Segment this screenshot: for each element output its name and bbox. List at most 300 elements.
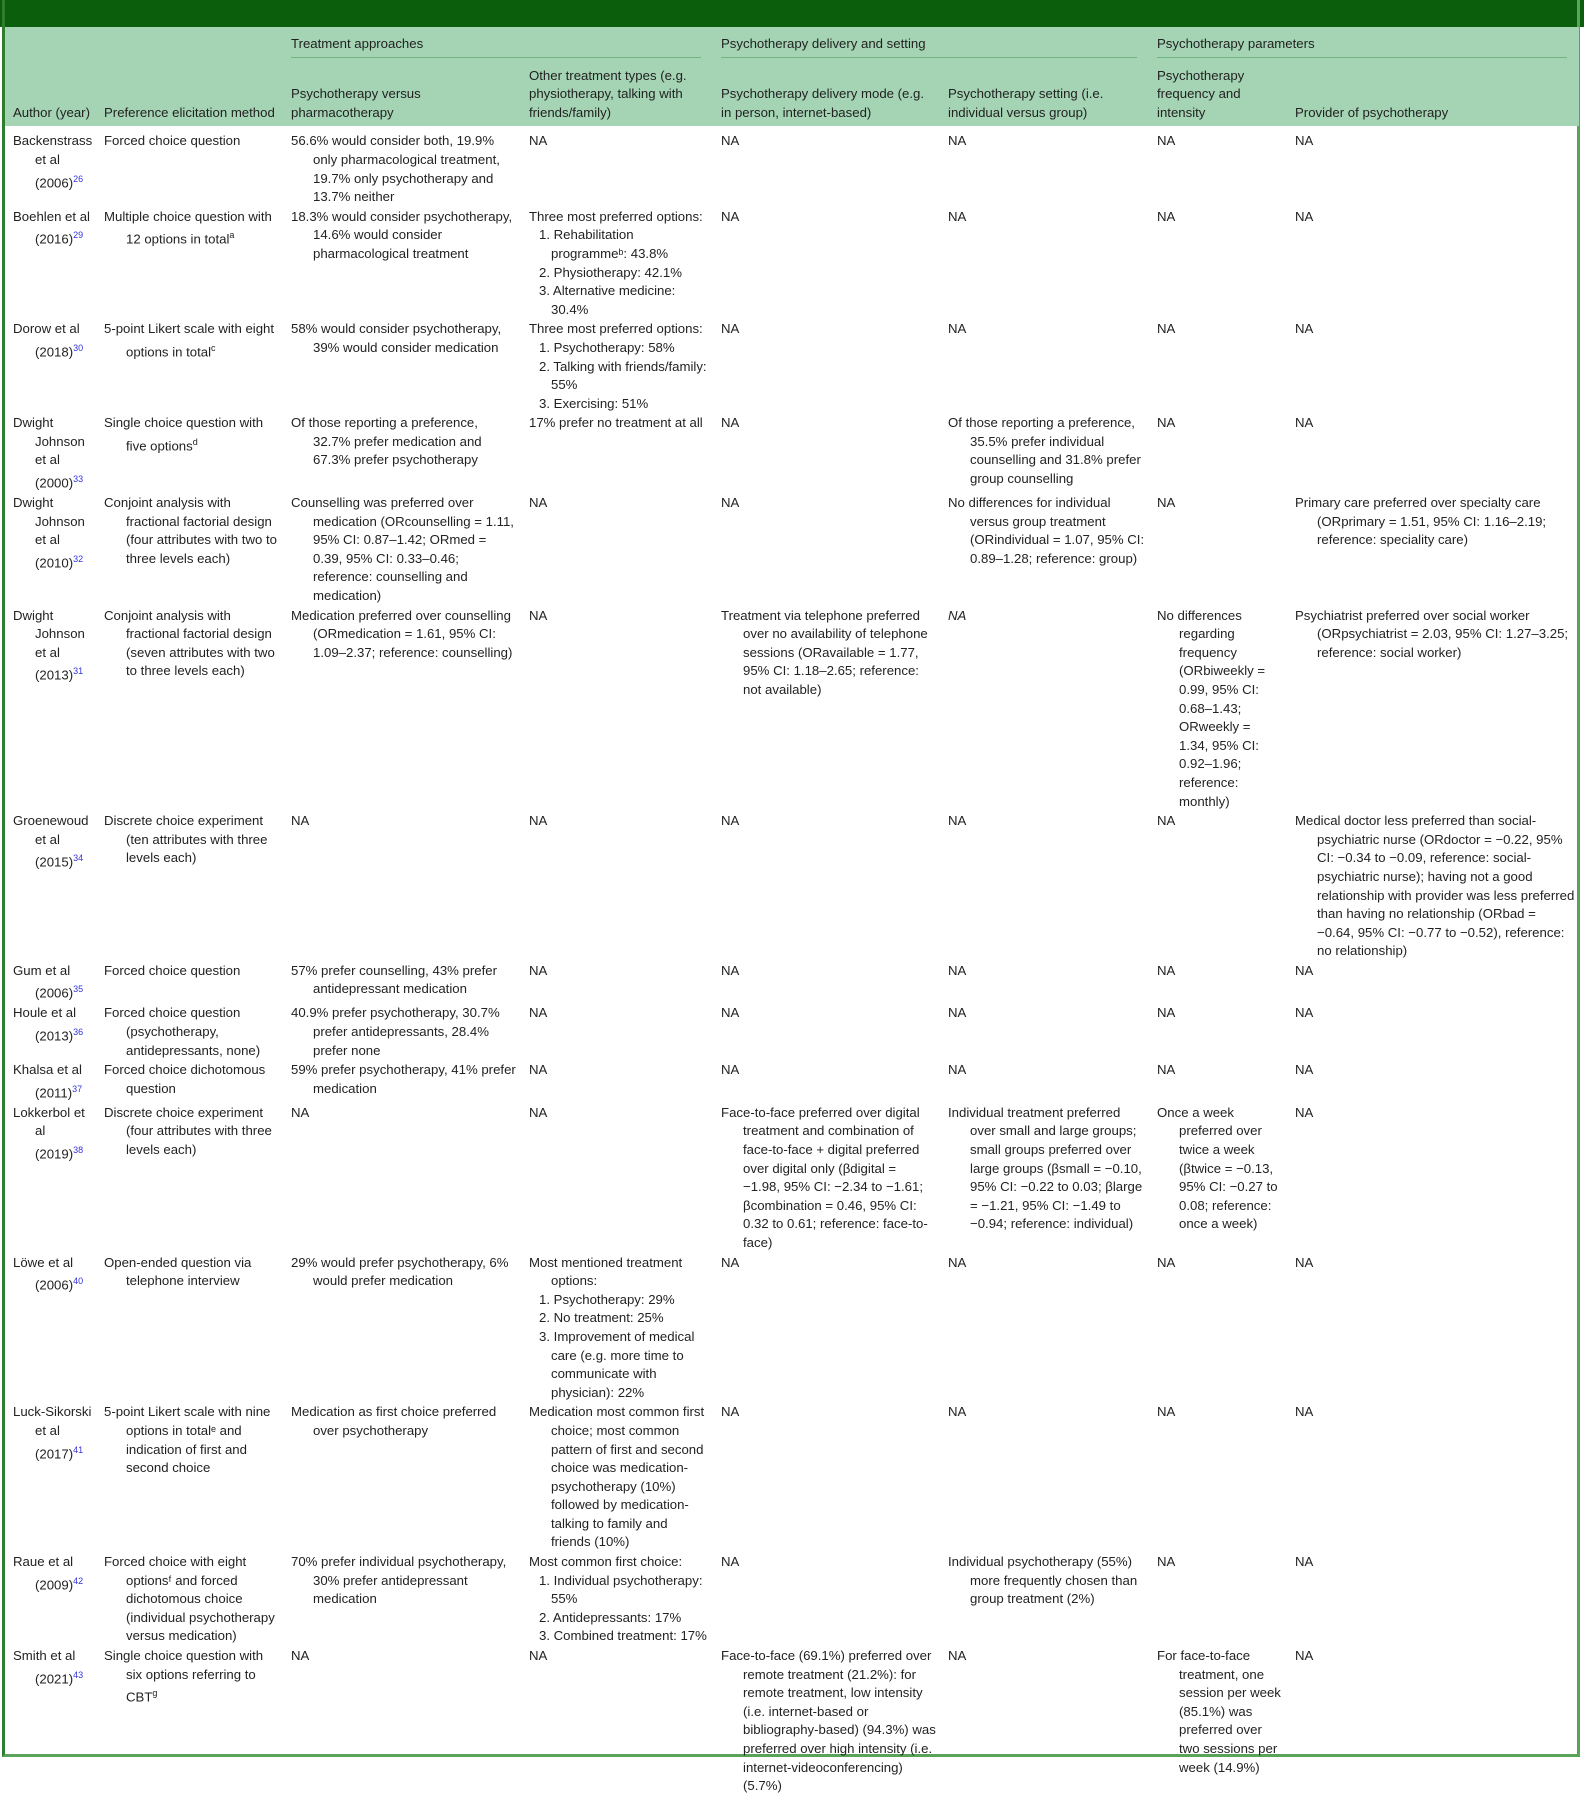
table-row [5,606,1579,812]
delivery-cell [713,1402,940,1552]
reference-link[interactable]: 42 [73,1575,84,1586]
provider-cell [1287,606,1579,812]
other-cell [521,1103,713,1253]
cell-text: NA [1295,1554,1314,1570]
author-cell [5,1552,96,1646]
method-cell [96,1552,283,1646]
author-cell [5,493,96,606]
delivery-cell [713,207,940,320]
col-other: Other treatment types (e.g. physiotherapy, talking with friends/family) [529,67,687,120]
frequency-cell [1149,1003,1287,1060]
cell-text: NA [1157,1404,1176,1420]
delivery-cell [713,1253,940,1403]
provider-cell [1287,1003,1579,1060]
frequency-cell [1149,319,1287,413]
cell-text: 40.9% prefer psychotherapy, 30.7% prefer antidepressants, 28.4% prefer none [291,1005,500,1058]
psy-vs-pharm-cell [283,1060,521,1103]
footnote-marker: c [211,342,216,353]
method-cell [96,126,283,206]
table-row [5,811,1579,961]
frequency-cell [1149,1402,1287,1552]
cell-text: NA [1295,133,1314,149]
cell-text: NA [721,813,740,829]
cell-text: NA [529,962,548,978]
other-cell [521,1646,713,1796]
other-cell [521,207,713,320]
delivery-cell [713,1103,940,1253]
footnote-marker: g [152,1688,158,1699]
reference-link[interactable]: 31 [73,666,84,677]
cell-text: Of those reporting a preference, 35.5% prefer individual counselling and 31.8% prefer group counselling [948,415,1141,487]
table-row [5,1646,1579,1796]
method-cell [96,1060,283,1103]
cell-text: No differences regarding frequency (ORbiweekly = 0.99, 95% CI: 0.68–1.43; ORweekly = 1.34, 95% CI: 0.92–1.96; reference: monthly) [1157,607,1266,809]
table-row [5,126,1579,206]
provider-cell [1287,961,1579,1004]
other-cell [521,606,713,812]
psy-vs-pharm-cell [283,1003,521,1060]
cell-text: NA [721,208,740,224]
provider-cell [1287,1253,1579,1403]
cell-text: Single choice question with five options [104,415,264,454]
setting-cell [940,1103,1149,1253]
cell-text: Conjoint analysis with fractional factorial design (four attributes with two to three levels each) [104,495,277,566]
option-item: 1. Psychotherapy: 29% [539,1291,675,1307]
cell-text: NA [721,321,740,337]
cell-text: NA [1157,133,1176,149]
method-cell [96,1253,283,1403]
delivery-cell [713,1003,940,1060]
author-text: Raue et al (2009) [13,1554,74,1593]
cell-text: NA [1157,1062,1176,1078]
other-cell [521,1003,713,1060]
option-item: 2. Talking with friends/family: 55% [539,358,707,393]
other-cell [521,319,713,413]
delivery-cell [713,1060,940,1103]
setting-cell [940,961,1149,1004]
frequency-cell [1149,1646,1287,1796]
frequency-cell [1149,1253,1287,1403]
cell-text: Forced choice question [104,962,241,978]
cell-text: NA [1295,208,1314,224]
provider-cell [1287,207,1579,320]
method-cell [96,1646,283,1796]
setting-cell [940,1060,1149,1103]
cell-text: Once a week preferred over twice a week (βtwice = −0.13, 95% CI: −0.27 to 0.08; reference: once a week) [1157,1104,1278,1232]
reference-link[interactable]: 26 [73,173,84,184]
cell-text: 57% prefer counselling, 43% prefer antidepressant medication [291,962,497,997]
reference-link[interactable]: 29 [73,230,84,241]
reference-link[interactable]: 41 [73,1444,84,1455]
psy-vs-pharm-cell [283,961,521,1004]
provider-cell [1287,811,1579,961]
cell-text: NA [948,321,967,337]
cell-text: NA [291,1648,310,1664]
author-cell [5,1402,96,1552]
setting-cell [940,126,1149,206]
cell-text: Psychiatrist preferred over social worker (ORpsychiatrist = 2.03, 95% CI: 1.27–3.25; reference: social worker) [1295,607,1569,660]
table-row [5,1402,1579,1552]
author-cell [5,413,96,493]
method-cell [96,1003,283,1060]
reference-link[interactable]: 37 [72,1083,83,1094]
cell-text: Discrete choice experiment (four attributes with three levels each) [104,1104,272,1158]
psy-vs-pharm-cell [283,207,521,320]
setting-cell [940,1552,1149,1646]
col-psy-vs-pharm: Psychotherapy versus pharmacotherapy [291,86,421,120]
provider-cell [1287,1103,1579,1253]
cell-text: NA [721,1554,740,1570]
table-row [5,961,1579,1004]
method-cell [96,319,283,413]
option-item: 1. Individual psychotherapy: 55% [539,1572,703,1607]
author-text: Luck-Sikorski et al (2017) [13,1404,92,1461]
frequency-cell [1149,811,1287,961]
cell-text: Single choice question with six options referring to CBT [104,1648,264,1705]
cell-text: NA [721,1404,740,1420]
cell-text: Medical doctor less preferred than social-psychiatric nurse (ORdoctor = −0.22, 95% CI: −0.34 to −0.09, reference: social-psychiatric nurse); having not a good relationship with provider was less preferred than having no relationship (ORbad = −0.64, 95% CI: −0.77 to −0.52), reference: no relationship) [1295,813,1575,959]
author-cell [5,811,96,961]
cell-text: Medication preferred over counselling (ORmedication = 1.61, 95% CI: 1.09–2.37; reference: counselling) [291,607,513,660]
table-row [5,319,1579,413]
delivery-cell [713,1552,940,1646]
option-item: 2. No treatment: 25% [539,1310,664,1326]
psy-vs-pharm-cell [283,319,521,413]
cell-text: Discrete choice experiment (ten attributes with three levels each) [104,813,268,866]
cell-text: Medication as first choice preferred over psychotherapy [291,1404,497,1438]
other-cell [521,413,713,493]
setting-cell [940,1253,1149,1403]
author-text: Smith et al (2021) [13,1648,76,1687]
setting-cell [940,413,1149,493]
table-row [5,1103,1579,1253]
cell-text: For face-to-face treatment, one session per week (85.1%) was preferred over two sessions per week (14.9%) [1157,1648,1281,1775]
reference-link[interactable]: 40 [73,1276,84,1287]
author-text: Houle et al (2013) [13,1005,77,1044]
cell-text: NA [529,607,548,623]
cell-text: No differences for individual versus group treatment (ORindividual = 1.07, 95% CI: 0.89–1.28; reference: group) [948,495,1145,566]
reference-link[interactable]: 35 [73,984,84,995]
cell-text: NA [1295,1104,1314,1120]
options-intro: Three most preferred options: [529,321,703,337]
cell-text: NA [1295,415,1314,431]
cell-text: NA [721,133,740,149]
setting-cell [940,606,1149,812]
table-row [5,493,1579,606]
footnote-marker: a [229,230,235,241]
other-cell [521,1402,713,1552]
cell-text: NA [721,962,740,978]
cell-text: NA [529,1062,548,1078]
cell-text: NA [1295,321,1314,337]
delivery-cell [713,606,940,812]
cell-text: NA [948,1062,967,1078]
cell-text: NA [1295,1404,1314,1420]
cell-text: NA [948,813,967,829]
other-cell [521,1253,713,1403]
cell-text: NA [948,208,967,224]
col-delivery: Psychotherapy delivery mode (e.g. in person, internet-based) [721,86,925,120]
table-row [5,1003,1579,1060]
frequency-cell [1149,493,1287,606]
footnote-marker: d [192,436,198,447]
table-row [5,413,1579,493]
cell-text: Treatment via telephone preferred over no availability of telephone sessions (ORavailable = 1.77, 95% CI: 1.18–2.65; reference: not available) [721,607,928,697]
author-text: Dorow et al (2018) [13,321,80,360]
cell-text: Primary care preferred over specialty care (ORprimary = 1.51, 95% CI: 1.16–2.19; reference: speciality care) [1295,495,1547,548]
cell-text: NA [529,1104,548,1120]
group-parameters: Psychotherapy parameters [1149,27,1579,61]
author-cell [5,319,96,413]
cell-text: NA [721,1254,740,1270]
cell-text: Individual psychotherapy (55%) more frequently chosen than group treatment (2%) [948,1554,1138,1607]
preference-table [5,27,1579,1796]
author-text: Lokkerbol et al (2019) [13,1104,85,1162]
cell-text: Face-to-face preferred over digital treatment and combination of face-to-face + digital preferred over digital only (βdigital = −1.98, 95% CI: −2.34 to −1.61; βcombination = 0.46, 95% CI: 0.32 to 0.61; reference: face-to-face) [721,1104,928,1250]
option-item: 3. Improvement of medical care (e.g. more time to communicate with physician): 22% [539,1328,695,1400]
author-cell [5,606,96,812]
psy-vs-pharm-cell [283,493,521,606]
delivery-cell [713,1646,940,1796]
author-cell [5,1646,96,1796]
cell-text: Individual treatment preferred over small and large groups; small groups preferred over large groups (βsmall = −0.10, 95% CI: −0.22 to 0.03; βlarge = −1.21, 95% CI: −1.49 to −0.94; reference: individual) [948,1104,1143,1232]
cell-text: NA [291,1104,310,1120]
method-cell [96,1402,283,1552]
delivery-cell [713,319,940,413]
setting-cell [940,1003,1149,1060]
frequency-cell [1149,1103,1287,1253]
group-treatment-approaches: Treatment approaches [283,27,713,61]
frequency-cell [1149,606,1287,812]
cell-text: NA [1157,813,1176,829]
provider-cell [1287,1552,1579,1646]
method-cell [96,606,283,812]
reference-link[interactable]: 36 [73,1027,84,1038]
frequency-cell [1149,126,1287,206]
cell-text: NA [1295,1005,1314,1021]
setting-cell [940,1402,1149,1552]
author-text: Khalsa et al (2011) [13,1062,82,1101]
cell-text: NA [721,1062,740,1078]
provider-cell [1287,1646,1579,1796]
psy-vs-pharm-cell [283,811,521,961]
method-cell [96,811,283,961]
psy-vs-pharm-cell [283,126,521,206]
other-cell [521,493,713,606]
options-intro: Most common first choice: [529,1554,683,1570]
delivery-cell [713,413,940,493]
cell-text: 18.3% would consider psychotherapy, 14.6% would consider pharmacological treatment [291,208,513,261]
col-author: Author (year) [13,104,90,120]
author-cell [5,207,96,320]
cell-text: Face-to-face (69.1%) preferred over remote treatment (21.2%): for remote treatment, low intensity (i.e. internet-based or bibliography-based) (94.3%) was preferred over high intensity (i.e. internet-videoconferencing) (5.7%) [721,1648,936,1794]
cell-text: NA [529,495,548,511]
cell-text: NA [1295,1254,1314,1270]
cell-text: NA [529,1648,548,1664]
delivery-cell [713,811,940,961]
table-row [5,1552,1579,1646]
cell-text: Forced choice dichotomous question [104,1062,266,1096]
author-cell [5,1003,96,1060]
provider-cell [1287,413,1579,493]
psy-vs-pharm-cell [283,1552,521,1646]
author-cell [5,126,96,206]
table-row [5,207,1579,320]
cell-text: NA [1295,1648,1314,1664]
method-cell [96,493,283,606]
psy-vs-pharm-cell [283,1103,521,1253]
cell-text: 56.6% would consider both, 19.9% only pharmacological treatment, 19.7% only psychotherapy and 13.7% neither [291,133,500,205]
author-cell [5,1060,96,1103]
option-item: 1. Psychotherapy: 58% [539,339,675,355]
cell-text: NA [948,133,967,149]
delivery-cell [713,961,940,1004]
option-item: 3. Combined treatment: 17% [539,1628,707,1644]
column-header-row [5,61,1579,127]
other-cell [521,1552,713,1646]
cell-text: NA [1157,321,1176,337]
cell-text: Forced choice question [104,133,241,149]
setting-cell [940,319,1149,413]
author-text: Dwight Johnson et al (2010) [13,495,85,571]
col-provider: Provider of psychotherapy [1295,104,1449,120]
other-cell [521,961,713,1004]
cell-text: 58% would consider psychotherapy, 39% would consider medication [291,321,502,355]
cell-text: NA [721,1005,740,1021]
cell-text: NA [529,133,548,149]
table-row [5,1060,1579,1103]
cell-text: NA [1157,1005,1176,1021]
delivery-cell [713,126,940,206]
other-cell [521,126,713,206]
author-text: Gum et al (2006) [13,962,74,1001]
cell-text: NA [721,495,740,511]
cell-text: NA [948,962,967,978]
cell-text: 29% would prefer psychotherapy, 6% would prefer medication [291,1254,509,1289]
frequency-cell [1149,1552,1287,1646]
cell-text: Of those reporting a preference, 32.7% prefer medication and 67.3% prefer psychotherapy [291,415,482,468]
frequency-cell [1149,207,1287,320]
author-text: Dwight Johnson et al (2013) [13,607,85,683]
author-text: Boehlen et al (2016) [13,208,90,247]
other-cell [521,1060,713,1103]
author-text: Backenstrass et al (2006) [13,133,93,190]
provider-cell [1287,1060,1579,1103]
cell-text: Open-ended question via telephone interview [104,1254,252,1289]
author-text: Groenewoud et al (2015) [13,813,89,870]
author-cell [5,1103,96,1253]
cell-text: 5-point Likert scale with nine options in totalᵉ and indication of first and second choice [104,1404,271,1476]
cell-text: NA [1295,1062,1314,1078]
cell-text: Forced choice question (psychotherapy, antidepressants, none) [104,1005,261,1058]
table-row [5,1253,1579,1403]
reference-link[interactable]: 33 [73,474,84,485]
author-text: Dwight Johnson et al (2000) [13,415,85,491]
setting-cell [940,811,1149,961]
author-cell [5,961,96,1004]
cell-text: NA [948,1404,967,1420]
option-item: 2. Physiotherapy: 42.1% [539,264,682,280]
setting-cell [940,493,1149,606]
group-header-row [5,27,1579,61]
psy-vs-pharm-cell [283,1253,521,1403]
setting-cell [940,207,1149,320]
cell-text: NA [529,813,548,829]
options-intro: Most mentioned treatment options: [529,1254,683,1289]
provider-cell [1287,1402,1579,1552]
cell-text: NA [1157,1254,1176,1270]
cell-text: NA [721,415,740,431]
cell-text: NA [529,1005,548,1021]
psy-vs-pharm-cell [283,606,521,812]
delivery-cell [713,493,940,606]
cell-text: 17% prefer no treatment at all [529,415,703,431]
cell-text: NA [1157,495,1176,511]
reference-link[interactable]: 34 [73,853,84,864]
col-setting: Psychotherapy setting (i.e. individual versus group) [948,86,1104,120]
provider-cell [1287,126,1579,206]
group-delivery-setting: Psychotherapy delivery and setting [713,27,1149,61]
reference-link[interactable]: 30 [73,342,84,353]
cell-text: NA [1157,1554,1176,1570]
option-item: 1. Rehabilitation programmeᵇ: 43.8% [539,227,669,261]
cell-text: Multiple choice question with 12 options in total [104,208,272,247]
cell-text: Medication most common first choice; most common pattern of first and second choice was medication-psychotherapy (10%) followed by medication-talking to family and friends (10%) [529,1404,705,1550]
cell-text: NA [1157,415,1176,431]
method-cell [96,961,283,1004]
col-frequency: Psychotherapy frequency and intensity [1157,67,1245,120]
option-item: 3. Alternative medicine: 30.4% [539,283,676,317]
cell-text: Conjoint analysis with fractional factorial design (seven attributes with two to three levels each) [104,607,275,679]
cell-text: 59% prefer psychotherapy, 41% prefer medication [291,1062,516,1096]
cell-text: NA [1157,208,1176,224]
method-cell [96,413,283,493]
provider-cell [1287,493,1579,606]
author-text: Löwe et al (2006) [13,1254,74,1293]
cell-text: NA [291,813,310,829]
psy-vs-pharm-cell [283,413,521,493]
col-method: Preference elicitation method [104,104,275,120]
reference-link[interactable]: 38 [73,1145,84,1156]
option-item: 3. Exercising: 51% [539,395,649,411]
psy-vs-pharm-cell [283,1402,521,1552]
frequency-cell [1149,961,1287,1004]
cell-text: Forced choice with eight optionsᶠ and forced dichotomous choice (individual psychotherapy versus medication) [104,1554,275,1644]
method-cell [96,1103,283,1253]
reference-link[interactable]: 43 [73,1669,84,1680]
cell-text: NA [1295,962,1314,978]
psy-vs-pharm-cell [283,1646,521,1796]
cell-text: Counselling was preferred over medication (ORcounselling = 1.11, 95% CI: 0.87–1.42; ORmed = 0.39, 95% CI: 0.33–0.46; reference: counselling and medication) [291,495,514,604]
options-intro: Three most preferred options: [529,208,703,224]
cell-text: 70% prefer individual psychotherapy, 30% prefer antidepressant medication [291,1554,507,1607]
provider-cell [1287,319,1579,413]
option-item: 2. Antidepressants: 17% [539,1609,682,1625]
author-cell [5,1253,96,1403]
other-cell [521,811,713,961]
cell-text: NA [948,607,967,623]
reference-link[interactable]: 32 [73,553,84,564]
setting-cell [940,1646,1149,1796]
cell-text: NA [948,1648,967,1664]
frequency-cell [1149,413,1287,493]
cell-text: NA [948,1005,967,1021]
frequency-cell [1149,1060,1287,1103]
cell-text: 5-point Likert scale with eight options in total [104,321,275,360]
method-cell [96,207,283,320]
cell-text: NA [948,1254,967,1270]
cell-text: NA [1157,962,1176,978]
